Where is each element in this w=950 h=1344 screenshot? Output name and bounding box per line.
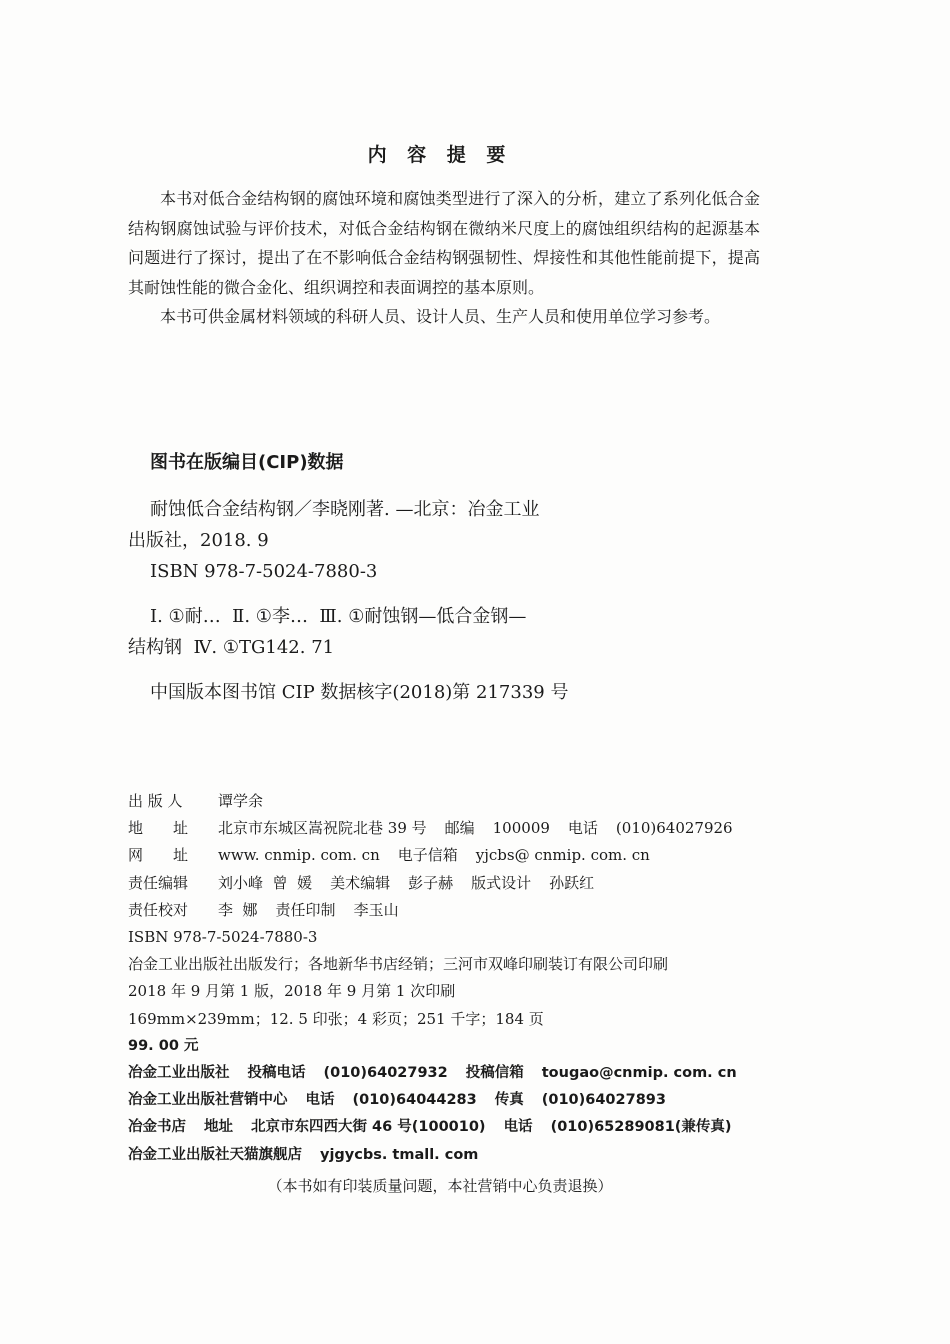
phone-value: (010)64027926 [615, 819, 733, 838]
pub-isbn: ISBN 978-7-5024-7880-3 [128, 928, 318, 947]
email-value: yjcbs@ cnmip. com. cn [475, 846, 650, 865]
address-label: 地 址 [128, 819, 189, 838]
web-value: www. cnmip. com. cn [218, 846, 380, 865]
contact-2-name: 冶金工业出版社营销中心 [128, 1092, 288, 1109]
abstract-paragraph-2: 本书可供金属材料领域的科研人员、设计人员、生产人员和使用单位学习参考。 [160, 307, 721, 326]
print-label: 责任印制 [275, 900, 336, 919]
phone-label: 电话 [567, 819, 598, 838]
contact-1-tel-label: 投稿电话 [247, 1065, 306, 1082]
cip-line-isbn: ISBN 978-7-5024-7880-3 [150, 561, 378, 582]
proof-value: 李 娜 [218, 900, 258, 919]
contact-3-name: 冶金书店 [128, 1119, 186, 1136]
address-value: 北京市东城区嵩祝院北巷 39 号 [218, 819, 427, 838]
print-value: 李玉山 [353, 900, 399, 919]
abstract-title: 内 容 提 要 [367, 144, 513, 166]
editor-value: 刘小峰 曾 媛 [218, 873, 313, 892]
pub-address-row [128, 815, 828, 842]
art-editor-label: 美术编辑 [330, 873, 391, 892]
contact-row-3 [128, 1114, 828, 1141]
layout-label: 版式设计 [471, 873, 532, 892]
cip-heading: 图书在版编目(CIP)数据 [150, 452, 344, 473]
pub-publisher-row [128, 788, 828, 815]
pub-price: 99. 00 元 [128, 1037, 199, 1054]
cip-line-classification-2: 结构钢 Ⅳ. ①TG142. 71 [128, 637, 335, 658]
publisher-label: 出 版 人 [128, 792, 183, 810]
contact-1-mail-label: 投稿信箱 [465, 1065, 524, 1082]
contact-2-fax-label: 传真 [494, 1092, 524, 1109]
cip-line-record: 中国版本图书馆 CIP 数据核字(2018)第 217339 号 [150, 682, 569, 703]
cip-line-classification-1: Ⅰ. ①耐… Ⅱ. ①李… Ⅲ. ①耐蚀钢—低合金钢— [150, 606, 527, 627]
postcode-label: 邮编 [444, 819, 475, 838]
contact-4-name: 冶金工业出版社天猫旗舰店 [128, 1146, 302, 1163]
cip-line-title: 耐蚀低合金结构钢／李晓刚著. —北京：冶金工业 [150, 499, 540, 520]
contact-3-addr-label: 地址 [204, 1119, 233, 1136]
email-label: 电子信箱 [397, 846, 458, 865]
contact-1-mail: tougao@cnmip. com. cn [541, 1065, 737, 1082]
publication-info [128, 788, 828, 1169]
pub-web-row [128, 842, 828, 869]
contact-row-2 [128, 1087, 828, 1114]
contact-2-fax: (010)64027893 [541, 1092, 666, 1109]
art-editor-value: 彭子赫 [408, 873, 454, 892]
contact-2-tel-label: 电话 [305, 1092, 335, 1109]
contact-3-tel-label: 电话 [503, 1119, 533, 1136]
contact-3-addr: 北京市东四西大街 46 号(100010) [251, 1119, 486, 1136]
layout-value: 孙跃红 [549, 873, 595, 892]
contact-1-name: 冶金工业出版社 [128, 1065, 230, 1082]
pub-distribution: 冶金工业出版社出版发行；各地新华书店经销；三河市双峰印刷装订有限公司印刷 [128, 955, 669, 974]
quality-notice: （本书如有印装质量问题，本社营销中心负责退换） [267, 1177, 613, 1195]
editor-label: 责任编辑 [128, 873, 189, 892]
contact-3-tel: (010)65289081(兼传真) [550, 1119, 732, 1136]
abstract-paragraph-1: 本书对低合金结构钢的腐蚀环境和腐蚀类型进行了深入的分析，建立了系列化低合金结构钢腐蚀试验与评价技术，对低合金结构钢在微纳米尺度上的腐蚀组织结构的起源基本问题进行了探讨，提出了在不影响低合金结构钢强韧性、焊接性和其他性能前提下，提高其耐蚀性能的微合金化、组织调控和表面调控的基本原则。 [128, 189, 760, 297]
contact-4-url: yjgycbs. tmall. com [320, 1146, 479, 1163]
postcode-value: 100009 [492, 819, 550, 838]
abstract-body [128, 184, 760, 332]
publisher-name: 谭学余 [218, 792, 264, 810]
cip-block [128, 494, 648, 708]
pub-edition: 2018 年 9 月第 1 版，2018 年 9 月第 1 次印刷 [128, 982, 456, 1001]
web-label: 网 址 [128, 846, 189, 865]
contact-2-tel: (010)64044283 [352, 1092, 477, 1109]
cip-line-publisher: 出版社，2018. 9 [128, 530, 269, 551]
contact-row-4 [128, 1142, 828, 1169]
pub-proof-row [128, 897, 828, 924]
proof-label: 责任校对 [128, 900, 189, 919]
contact-row-1 [128, 1060, 828, 1087]
pub-specs: 169mm×239mm；12. 5 印张；4 彩页；251 千字；184 页 [128, 1009, 544, 1028]
contact-1-tel: (010)64027932 [323, 1065, 448, 1082]
pub-editor-row [128, 870, 828, 897]
